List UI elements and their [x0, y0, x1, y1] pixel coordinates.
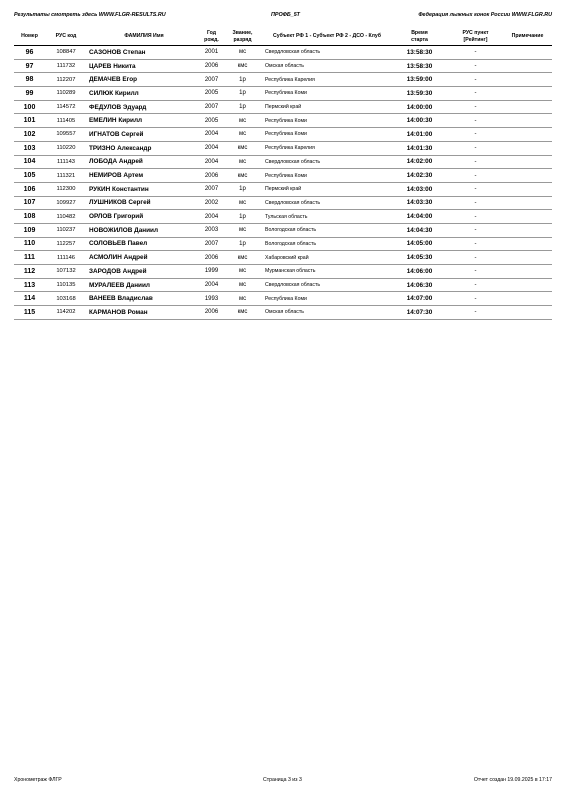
- row-note: [503, 141, 552, 155]
- row-note: [503, 87, 552, 101]
- row-rus-code: 109557: [45, 128, 87, 142]
- row-subject: Свердловская область: [263, 278, 391, 292]
- row-rus-point: -: [448, 114, 503, 128]
- table-row: [14, 251, 552, 265]
- row-rank: мс: [222, 292, 263, 306]
- col-subject-header: Субъект РФ 1 - Субъект РФ 2 - ДСО - Клуб: [263, 28, 391, 46]
- row-birth-year: 2007: [201, 73, 222, 87]
- row-athlete-name: ЕМЕЛИН Кирилл: [87, 114, 201, 128]
- row-athlete-name: САЗОНОВ Степан: [87, 46, 201, 60]
- row-note: [503, 292, 552, 306]
- footer-page-number: Страница 3 из 3: [263, 777, 302, 783]
- row-rus-code: 110289: [45, 87, 87, 101]
- row-note: [503, 59, 552, 73]
- row-start-time: 14:07:00: [391, 292, 448, 306]
- row-number: 101: [14, 114, 45, 128]
- row-rus-point: -: [448, 155, 503, 169]
- row-athlete-name: АСМОЛИН Андрей: [87, 251, 201, 265]
- row-start-time: 13:58:30: [391, 59, 448, 73]
- row-start-time: 13:59:30: [391, 87, 448, 101]
- row-subject: Республика Коми: [263, 169, 391, 183]
- row-rank: кмс: [222, 169, 263, 183]
- col-note-header: Примечание: [503, 28, 552, 46]
- col-number-header: Номер: [14, 28, 45, 46]
- row-number: 111: [14, 251, 45, 265]
- row-rus-code: 107132: [45, 265, 87, 279]
- row-athlete-name: ЦАРЕВ Никита: [87, 59, 201, 73]
- row-number: 100: [14, 100, 45, 114]
- row-start-time: 14:04:30: [391, 223, 448, 237]
- row-rus-code: 109927: [45, 196, 87, 210]
- row-birth-year: 2006: [201, 251, 222, 265]
- row-rus-point: -: [448, 182, 503, 196]
- row-rus-point: -: [448, 128, 503, 142]
- row-birth-year: 2004: [201, 210, 222, 224]
- table-row: [14, 210, 552, 224]
- row-start-time: 14:06:00: [391, 265, 448, 279]
- row-number: 104: [14, 155, 45, 169]
- row-athlete-name: СОЛОВЬЕВ Павел: [87, 237, 201, 251]
- row-number: 105: [14, 169, 45, 183]
- row-athlete-name: ЛОБОДА Андрей: [87, 155, 201, 169]
- row-birth-year: 2003: [201, 223, 222, 237]
- table-row: [14, 223, 552, 237]
- row-rus-code: 108847: [45, 46, 87, 60]
- row-start-time: 14:00:30: [391, 114, 448, 128]
- row-rus-code: 111143: [45, 155, 87, 169]
- row-athlete-name: НОВОЖИЛОВ Даниил: [87, 223, 201, 237]
- row-rus-point: -: [448, 278, 503, 292]
- row-note: [503, 100, 552, 114]
- row-number: 112: [14, 265, 45, 279]
- row-rank: мс: [222, 46, 263, 60]
- row-athlete-name: ВАНЕЕВ Владислав: [87, 292, 201, 306]
- row-subject: Республика Коми: [263, 128, 391, 142]
- table-row: [14, 114, 552, 128]
- row-birth-year: 2004: [201, 128, 222, 142]
- row-start-time: 14:02:30: [391, 169, 448, 183]
- row-number: 108: [14, 210, 45, 224]
- row-rus-point: -: [448, 73, 503, 87]
- row-rank: мс: [222, 155, 263, 169]
- page-footer: [14, 777, 552, 787]
- row-birth-year: 1993: [201, 292, 222, 306]
- row-athlete-name: МУРАЛЕЕВ Даниил: [87, 278, 201, 292]
- row-rus-code: 110237: [45, 223, 87, 237]
- row-number: 114: [14, 292, 45, 306]
- row-athlete-name: ДЕМАЧЕВ Егор: [87, 73, 201, 87]
- row-rus-point: -: [448, 87, 503, 101]
- row-birth-year: 2001: [201, 46, 222, 60]
- row-subject: Республика Коми: [263, 292, 391, 306]
- col-birth-year-header: Год рожд.: [201, 28, 222, 46]
- table-row: [14, 155, 552, 169]
- row-subject: Свердловская область: [263, 196, 391, 210]
- row-birth-year: 2006: [201, 59, 222, 73]
- row-note: [503, 237, 552, 251]
- row-note: [503, 46, 552, 60]
- row-rus-code: 111321: [45, 169, 87, 183]
- row-birth-year: 2007: [201, 100, 222, 114]
- row-subject: Республика Карелия: [263, 73, 391, 87]
- row-birth-year: 2004: [201, 141, 222, 155]
- row-rank: кмс: [222, 306, 263, 320]
- row-birth-year: 2006: [201, 306, 222, 320]
- row-note: [503, 210, 552, 224]
- row-rus-point: -: [448, 223, 503, 237]
- row-subject: Свердловская область: [263, 155, 391, 169]
- row-subject: Пермский край: [263, 100, 391, 114]
- row-note: [503, 265, 552, 279]
- row-start-time: 14:00:00: [391, 100, 448, 114]
- row-rus-code: 110135: [45, 278, 87, 292]
- row-rus-point: -: [448, 196, 503, 210]
- row-rank: 1р: [222, 73, 263, 87]
- row-athlete-name: ЗАРОДОВ Андрей: [87, 265, 201, 279]
- start-list-table: [14, 28, 552, 320]
- row-note: [503, 73, 552, 87]
- row-athlete-name: НЕМИРОВ Артем: [87, 169, 201, 183]
- table-body: [14, 46, 552, 320]
- row-note: [503, 278, 552, 292]
- row-subject: Свердловская область: [263, 46, 391, 60]
- row-athlete-name: ОРЛОВ Григорий: [87, 210, 201, 224]
- col-rus-point-header: РУС пункт [Рейтинг]: [448, 28, 503, 46]
- row-subject: Пермский край: [263, 182, 391, 196]
- row-start-time: 14:02:00: [391, 155, 448, 169]
- row-number: 96: [14, 46, 45, 60]
- row-subject: Тульская область: [263, 210, 391, 224]
- row-rus-code: 112257: [45, 237, 87, 251]
- row-rank: 1р: [222, 100, 263, 114]
- row-start-time: 14:04:00: [391, 210, 448, 224]
- row-rus-point: -: [448, 141, 503, 155]
- row-number: 109: [14, 223, 45, 237]
- row-athlete-name: ТРИЗНО Александр: [87, 141, 201, 155]
- row-number: 110: [14, 237, 45, 251]
- row-note: [503, 155, 552, 169]
- row-athlete-name: ФЕДУЛОВ Эдуард: [87, 100, 201, 114]
- row-rank: кмс: [222, 141, 263, 155]
- row-start-time: 14:01:00: [391, 128, 448, 142]
- row-rank: 1р: [222, 182, 263, 196]
- header-event-code: ПРОФБ_5Т: [271, 12, 300, 18]
- row-subject: Республика Коми: [263, 114, 391, 128]
- row-note: [503, 169, 552, 183]
- row-number: 103: [14, 141, 45, 155]
- row-rus-point: -: [448, 100, 503, 114]
- row-rank: 1р: [222, 237, 263, 251]
- row-subject: Омская область: [263, 306, 391, 320]
- row-rus-point: -: [448, 251, 503, 265]
- header-federation-link[interactable]: Федерация лыжных гонок России WWW.FLGR.RU: [418, 12, 552, 18]
- row-rus-point: -: [448, 265, 503, 279]
- col-rus-code-header: РУС код: [45, 28, 87, 46]
- row-rus-code: 111146: [45, 251, 87, 265]
- row-rus-code: 103168: [45, 292, 87, 306]
- row-start-time: 14:07:30: [391, 306, 448, 320]
- row-subject: Республика Коми: [263, 87, 391, 101]
- row-rank: кмс: [222, 59, 263, 73]
- row-athlete-name: СИЛЮК Кирилл: [87, 87, 201, 101]
- row-number: 115: [14, 306, 45, 320]
- row-start-time: 14:03:00: [391, 182, 448, 196]
- table-row: [14, 306, 552, 320]
- row-number: 98: [14, 73, 45, 87]
- row-subject: Вологодская область: [263, 223, 391, 237]
- row-rank: мс: [222, 223, 263, 237]
- row-rus-point: -: [448, 169, 503, 183]
- table-row: [14, 59, 552, 73]
- row-birth-year: 2004: [201, 278, 222, 292]
- row-rus-point: -: [448, 292, 503, 306]
- row-rus-code: 111732: [45, 59, 87, 73]
- row-number: 106: [14, 182, 45, 196]
- row-rank: мс: [222, 114, 263, 128]
- row-note: [503, 196, 552, 210]
- table-row: [14, 100, 552, 114]
- row-birth-year: 2004: [201, 155, 222, 169]
- table-row: [14, 169, 552, 183]
- table-row: [14, 128, 552, 142]
- row-rus-point: -: [448, 59, 503, 73]
- table-row: [14, 46, 552, 60]
- row-rus-code: 111405: [45, 114, 87, 128]
- row-rus-code: 112207: [45, 73, 87, 87]
- row-birth-year: 2005: [201, 114, 222, 128]
- row-start-time: 13:58:30: [391, 46, 448, 60]
- row-birth-year: 2007: [201, 182, 222, 196]
- row-note: [503, 114, 552, 128]
- row-rank: мс: [222, 128, 263, 142]
- row-birth-year: 1999: [201, 265, 222, 279]
- row-rus-code: 114572: [45, 100, 87, 114]
- footer-report-date: Отчет создан 19.09.2025 в 17:17: [473, 777, 552, 783]
- row-rus-point: -: [448, 46, 503, 60]
- col-rank-header: Звание, разряд: [222, 28, 263, 46]
- table-row: [14, 292, 552, 306]
- row-start-time: 14:03:30: [391, 196, 448, 210]
- row-number: 102: [14, 128, 45, 142]
- row-rank: мс: [222, 196, 263, 210]
- row-subject: Мурманская область: [263, 265, 391, 279]
- row-start-time: 13:59:00: [391, 73, 448, 87]
- col-start-time-header: Время старта: [391, 28, 448, 46]
- table-row: [14, 196, 552, 210]
- header-results-link[interactable]: Результаты смотреть здесь WWW.FLGR-RESULTS.RU: [14, 12, 166, 18]
- row-birth-year: 2007: [201, 237, 222, 251]
- row-number: 99: [14, 87, 45, 101]
- row-number: 107: [14, 196, 45, 210]
- row-rank: мс: [222, 278, 263, 292]
- row-birth-year: 2006: [201, 169, 222, 183]
- row-birth-year: 2002: [201, 196, 222, 210]
- row-rus-code: 112300: [45, 182, 87, 196]
- row-start-time: 14:05:00: [391, 237, 448, 251]
- table-row: [14, 182, 552, 196]
- row-rank: кмс: [222, 251, 263, 265]
- row-athlete-name: КАРМАНОВ Роман: [87, 306, 201, 320]
- row-number: 113: [14, 278, 45, 292]
- table-header: [14, 28, 552, 46]
- table-row: [14, 141, 552, 155]
- table-row: [14, 73, 552, 87]
- row-rus-code: 110220: [45, 141, 87, 155]
- row-subject: Омская область: [263, 59, 391, 73]
- row-note: [503, 128, 552, 142]
- table-row: [14, 87, 552, 101]
- table-row: [14, 265, 552, 279]
- table-row: [14, 278, 552, 292]
- row-note: [503, 182, 552, 196]
- row-athlete-name: ЛУШНИКОВ Сергей: [87, 196, 201, 210]
- row-rus-point: -: [448, 210, 503, 224]
- row-rus-point: -: [448, 306, 503, 320]
- col-name-header: ФАМИЛИЯ Имя: [87, 28, 201, 46]
- row-birth-year: 2005: [201, 87, 222, 101]
- row-subject: Хабаровский край: [263, 251, 391, 265]
- row-athlete-name: ИГНАТОВ Сергей: [87, 128, 201, 142]
- row-note: [503, 251, 552, 265]
- row-rank: 1р: [222, 210, 263, 224]
- page-header: [14, 12, 552, 24]
- row-rus-point: -: [448, 237, 503, 251]
- table-row: [14, 237, 552, 251]
- row-note: [503, 223, 552, 237]
- row-rank: мс: [222, 265, 263, 279]
- row-start-time: 14:01:30: [391, 141, 448, 155]
- row-rus-code: 110482: [45, 210, 87, 224]
- footer-timing: Хронометраж ФЛГР: [14, 777, 62, 783]
- row-rus-code: 114202: [45, 306, 87, 320]
- row-number: 97: [14, 59, 45, 73]
- row-subject: Вологодская область: [263, 237, 391, 251]
- row-rank: 1р: [222, 87, 263, 101]
- row-note: [503, 306, 552, 320]
- row-start-time: 14:06:30: [391, 278, 448, 292]
- row-athlete-name: РУКИН Константин: [87, 182, 201, 196]
- row-subject: Республика Карелия: [263, 141, 391, 155]
- row-start-time: 14:05:30: [391, 251, 448, 265]
